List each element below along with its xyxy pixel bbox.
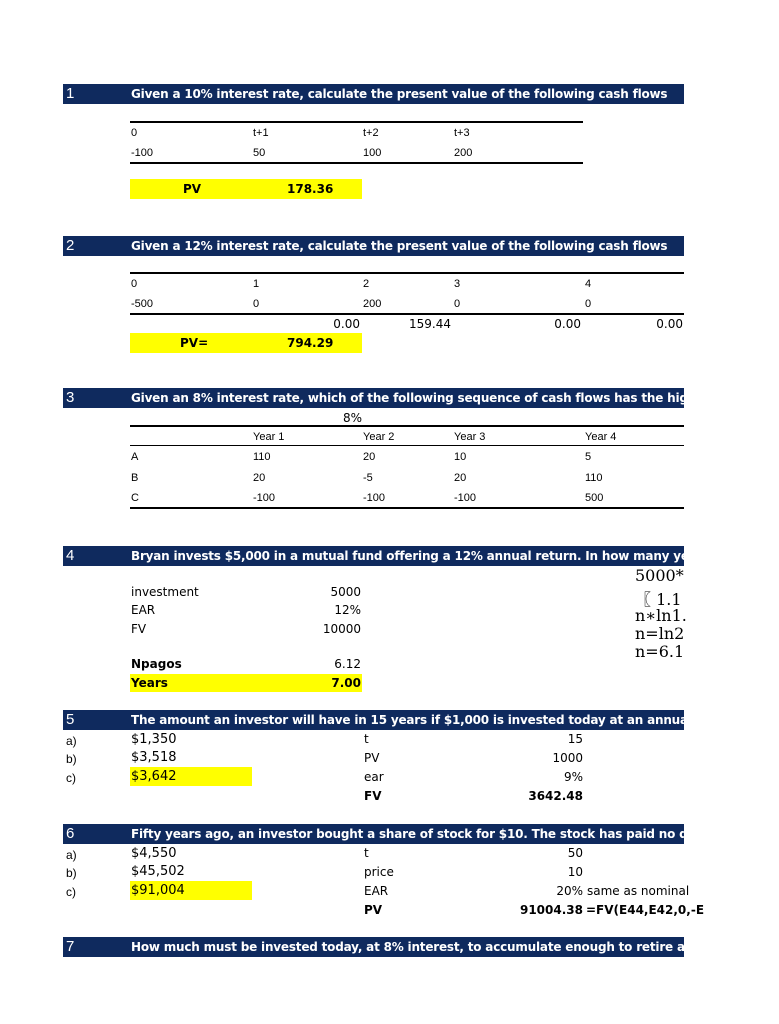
question-number: 4 <box>66 547 75 564</box>
table-bottom-border <box>130 313 684 315</box>
q3-row-a-v4: 5 <box>585 451 592 463</box>
q5-choice-b-value: $3,518 <box>131 750 177 765</box>
q1-header-1: t+1 <box>253 127 269 139</box>
question-2-header <box>63 236 684 256</box>
q5-t-label: t <box>364 732 369 746</box>
q3-row-a-v2: 20 <box>363 451 376 463</box>
q3-rate: 8% <box>343 411 363 425</box>
q2-pv-value: 794.29 <box>287 336 334 350</box>
q5-t-value: 15 <box>567 732 583 746</box>
q3-row-b-v1: 20 <box>253 472 266 484</box>
table-bottom-border <box>130 507 684 509</box>
question-6-header <box>63 824 774 844</box>
q2-value-1: 0 <box>253 298 260 310</box>
q2-value-3: 0 <box>454 298 461 310</box>
question-text: Bryan invests $5,000 in a mutual fund offering a 12% annual return. In how many years will Bryan <box>131 549 779 563</box>
question-number: 2 <box>66 237 75 254</box>
q5-ear-value: 9% <box>563 770 583 784</box>
q2-disc-1: 159.44 <box>409 317 451 331</box>
q6-choice-c-value: $91,004 <box>131 883 185 898</box>
q4-years-label: Years <box>131 676 168 690</box>
question-number: 7 <box>66 938 75 955</box>
q6-choice-a-letter: a) <box>66 848 77 862</box>
q5-choice-a-value: $1,350 <box>131 732 177 747</box>
q3-row-a-label: A <box>131 451 139 463</box>
q3-header-2: Year 3 <box>454 431 486 443</box>
question-text: How much must be invested today, at 8% interest, to accumulate enough to retire a $10,000 de <box>131 940 763 954</box>
q6-pv-label: PV <box>364 903 383 917</box>
q3-row-c-v1: -100 <box>253 492 276 504</box>
question-4-header <box>63 546 779 566</box>
q1-header-2: t+2 <box>363 127 379 139</box>
question-text: Fifty years ago, an investor bought a share of stock for $10. The stock has paid no dividends duri <box>131 827 774 841</box>
math-line-1: 5000* <box>635 566 684 585</box>
q2-pv-label: PV= <box>180 336 209 350</box>
q3-header-0: Year 1 <box>253 431 285 443</box>
q6-pv-value: 91004.38 <box>519 903 583 917</box>
q4-investment-label: investment <box>131 585 199 599</box>
q3-header-3: Year 4 <box>585 431 617 443</box>
q3-row-a-v1: 110 <box>253 451 271 463</box>
q5-fv-value: 3642.48 <box>528 789 583 803</box>
q4-ear-label: EAR <box>131 603 156 617</box>
q1-pv-label: PV <box>183 182 202 196</box>
q2-value-0: -500 <box>131 298 154 310</box>
q1-pv-value: 178.36 <box>287 182 334 196</box>
q6-choice-c-letter: c) <box>66 885 76 899</box>
question-3-header <box>63 388 772 408</box>
q3-header-1: Year 2 <box>363 431 395 443</box>
q2-header-4: 4 <box>585 278 592 290</box>
q6-choice-b-value: $45,502 <box>131 864 185 879</box>
q3-row-c-v4: 500 <box>585 492 604 504</box>
q3-row-b-label: B <box>131 472 139 484</box>
q6-ear-value: 20% <box>556 884 583 898</box>
q2-header-0: 0 <box>131 278 138 290</box>
q6-price-value: 10 <box>567 865 583 879</box>
question-1-header <box>63 84 684 104</box>
math-equation <box>633 566 687 661</box>
q5-fv-label: FV <box>364 789 382 803</box>
math-line-3: n∗ln1. <box>635 606 687 625</box>
q3-row-c-v2: -100 <box>363 492 386 504</box>
q2-header-1: 1 <box>253 278 260 290</box>
question-7-header <box>63 937 763 957</box>
question-number: 3 <box>66 389 75 406</box>
q4-npagos-value: 6.12 <box>334 657 361 671</box>
q3-row-c-label: C <box>131 492 139 504</box>
q3-row-c-v3: -100 <box>454 492 477 504</box>
q6-price-label: price <box>364 865 394 879</box>
q2-header-3: 3 <box>454 278 461 290</box>
q5-pv-value: 1000 <box>552 751 583 765</box>
q1-value-1: 50 <box>253 147 266 159</box>
q2-header-2: 2 <box>363 278 370 290</box>
q5-choice-a-letter: a) <box>66 734 77 748</box>
table-header-border <box>130 445 684 446</box>
q4-fv-label: FV <box>131 622 147 636</box>
q6-ear-label: EAR <box>364 884 389 898</box>
q4-investment-value: 5000 <box>330 585 361 599</box>
q6-choice-b-letter: b) <box>66 866 77 880</box>
math-line-5: n=6.1 <box>635 642 685 661</box>
table-bottom-border <box>130 162 583 164</box>
q4-npagos-label: Npagos <box>131 657 182 671</box>
q2-disc-3: 0.00 <box>656 317 683 331</box>
question-5-header <box>63 710 771 730</box>
q5-choice-c-value: $3,642 <box>131 769 177 784</box>
q5-pv-label: PV <box>364 751 380 765</box>
q6-choice-a-value: $4,550 <box>131 846 177 861</box>
q3-row-b-v2: -5 <box>363 472 373 484</box>
table-top-border <box>130 425 684 427</box>
q2-value-4: 0 <box>585 298 592 310</box>
q5-ear-label: ear <box>364 770 384 784</box>
q6-pv-formula: =FV(E44,E42,0,-E <box>586 903 705 917</box>
question-text: The amount an investor will have in 15 years if $1,000 is invested today at an annual interest rat <box>131 713 771 727</box>
q2-disc-2: 0.00 <box>554 317 581 331</box>
q1-header-0: 0 <box>131 127 138 139</box>
question-number: 5 <box>66 711 75 728</box>
question-text: Given a 12% interest rate, calculate the present value of the following cash flows <box>131 239 668 253</box>
q6-t-label: t <box>364 846 369 860</box>
q1-header-3: t+3 <box>454 127 470 139</box>
q1-value-2: 100 <box>363 147 382 159</box>
question-text: Given an 8% interest rate, which of the following sequence of cash flows has the highest present <box>131 391 772 405</box>
q1-value-0: -100 <box>131 147 154 159</box>
math-line-4: n=ln2 <box>635 624 685 643</box>
q4-ear-value: 12% <box>334 603 361 617</box>
q4-fv-value: 10000 <box>322 622 361 636</box>
q3-row-b-v3: 20 <box>454 472 467 484</box>
table-top-border <box>130 121 583 123</box>
q6-t-value: 50 <box>567 846 583 860</box>
q1-value-3: 200 <box>454 147 473 159</box>
question-number: 1 <box>66 85 75 102</box>
table-top-border <box>130 272 684 274</box>
q2-value-2: 200 <box>363 298 382 310</box>
q2-disc-0: 0.00 <box>333 317 360 331</box>
q6-ear-note: same as nominal <box>587 884 690 898</box>
q5-choice-c-letter: c) <box>66 771 76 785</box>
question-text: Given a 10% interest rate, calculate the present value of the following cash flows <box>131 87 668 101</box>
q4-years-value: 7.00 <box>331 676 361 690</box>
q5-choice-b-letter: b) <box>66 752 77 766</box>
math-line-2: 〖 1.1 <box>635 590 682 609</box>
q3-row-a-v3: 10 <box>454 451 467 463</box>
question-number: 6 <box>66 825 75 842</box>
q3-row-b-v4: 110 <box>585 472 603 484</box>
